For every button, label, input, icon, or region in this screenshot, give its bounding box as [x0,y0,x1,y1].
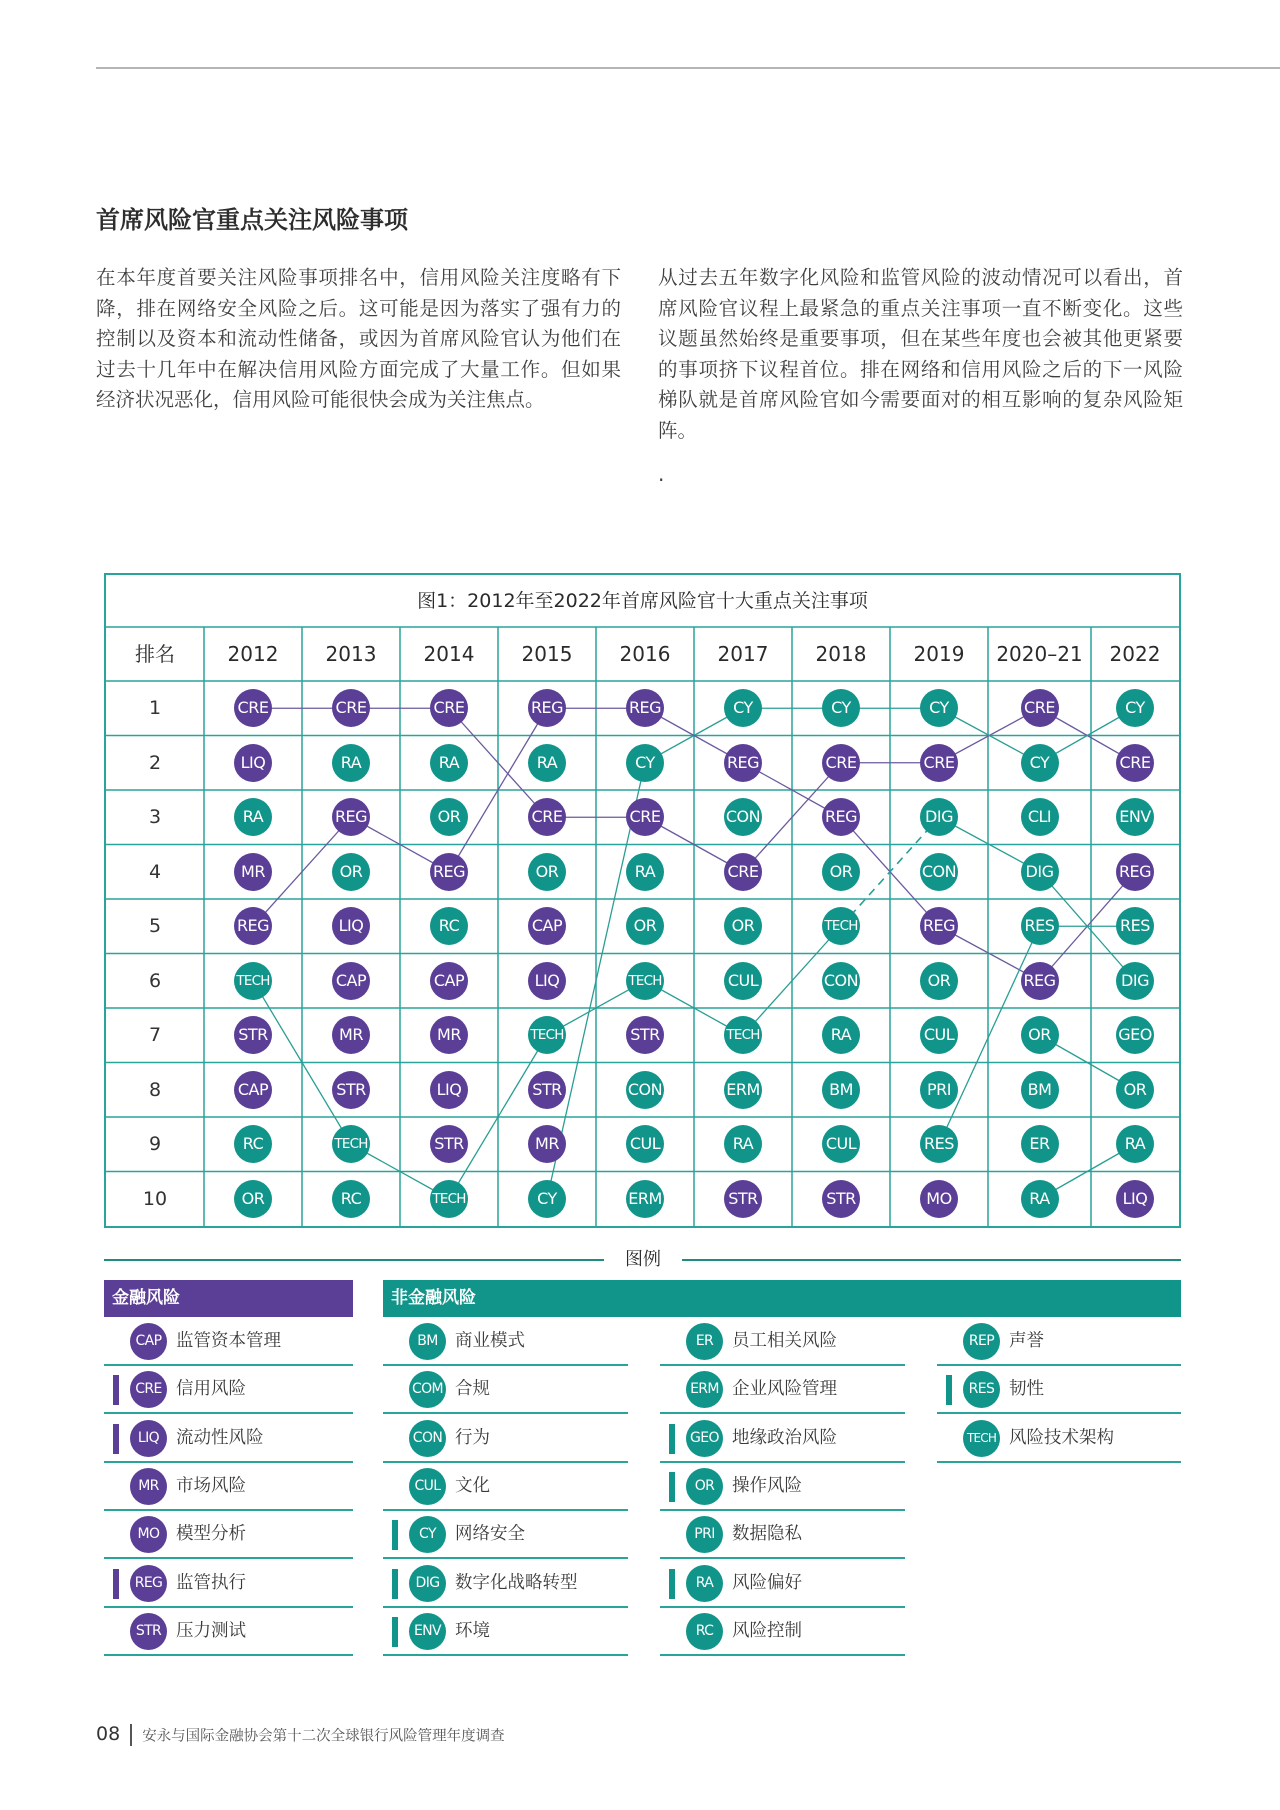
risk-bubble-cre: CRE [332,689,370,727]
legend-code-badge: RC [686,1613,723,1650]
risk-bubble-cre: CRE [626,798,664,836]
legend-code-badge: DIG [409,1565,446,1602]
risk-bubble-cul: CUL [626,1125,664,1163]
risk-bubble-str: STR [430,1125,468,1163]
risk-bubble-cap: CAP [430,962,468,1000]
legend-marker [669,1424,675,1454]
legend-code-badge: BM [409,1323,446,1360]
risk-bubble-str: STR [332,1071,370,1109]
rank-label: 1 [148,697,162,719]
risk-bubble-rc: RC [430,907,468,945]
risk-bubble-ra: RA [430,744,468,782]
risk-bubble-reg: REG [430,853,468,891]
risk-bubble-or: OR [528,853,566,891]
risk-bubble-or: OR [234,1180,272,1218]
risk-bubble-con: CON [822,962,860,1000]
risk-bubble-reg: REG [724,744,762,782]
legend-item-geo [660,1415,905,1463]
risk-bubble-erm: ERM [724,1071,762,1109]
risk-bubble-reg: REG [1021,962,1059,1000]
legend-code-badge: CRE [130,1371,167,1408]
legend-item-com [383,1366,628,1414]
risk-bubble-con: CON [920,853,958,891]
risk-bubble-str: STR [724,1180,762,1218]
risk-bubble-cy: CY [822,689,860,727]
risk-bubble-liq: LIQ [1116,1180,1154,1218]
risk-bubble-tech: TECH [724,1016,762,1054]
risk-bubble-reg: REG [332,798,370,836]
legend-title: 图例 [625,1249,661,1270]
legend-rule-left [104,1259,604,1261]
legend-code-badge: MR [130,1468,167,1505]
risk-bubble-bm: BM [822,1071,860,1109]
risk-bubble-rc: RC [234,1125,272,1163]
risk-bubble-con: CON [724,798,762,836]
section-title: 首席风险官重点关注风险事项 [96,206,408,234]
risk-bubble-er: ER [1021,1125,1059,1163]
paragraph-left: 在本年度首要关注风险事项排名中，信用风险关注度略有下降，排在网络安全风险之后。这可能是因为落实了强有力的控制以及资本和流动性储备，或因为首席风险官认为他们在过去十几年中在解决信用风险方面完成了大量工作。但如果经济状况恶化，信用风险可能很快会成为关注焦点。 [96,266,621,411]
risk-bubble-tech: TECH [332,1125,370,1163]
legend-item-erm [660,1366,905,1414]
legend-code-badge: ERM [686,1371,723,1408]
legend-label: 操作风险 [732,1475,802,1496]
legend-code-badge: TECH [963,1420,1000,1457]
risk-bubble-or: OR [920,962,958,1000]
risk-bubble-ra: RA [724,1125,762,1163]
risk-bubble-cy: CY [626,744,664,782]
legend-item-cy [383,1511,628,1559]
year-header: 2012 [227,642,279,666]
risk-bubble-ra: RA [528,744,566,782]
legend-label: 压力测试 [176,1620,246,1641]
risk-bubble-or: OR [822,853,860,891]
page-number: 08 [96,1723,121,1745]
risk-bubble-or: OR [332,853,370,891]
top-rule [96,67,1280,69]
risk-bubble-or: OR [430,798,468,836]
legend-code-badge: LIQ [130,1420,167,1457]
ranking-chart [104,573,1181,1228]
legend-code-badge: REG [130,1565,167,1602]
legend-code-badge: MO [130,1516,167,1553]
risk-bubble-cre: CRE [1116,744,1154,782]
risk-bubble-ra: RA [234,798,272,836]
risk-bubble-res: RES [1116,907,1154,945]
legend-label: 文化 [455,1475,490,1496]
rank-label: 2 [148,751,162,774]
year-header: 2016 [619,642,671,666]
legend-item-mo [104,1511,353,1559]
legend-nonfinancial-header: 非金融风险 [383,1280,1181,1317]
risk-bubble-rc: RC [332,1180,370,1218]
risk-bubble-or: OR [1021,1016,1059,1054]
legend-item-bm [383,1318,628,1366]
chart-title: 图1：2012年至2022年首席风险官十大重点关注事项 [417,590,868,612]
risk-bubble-cre: CRE [528,798,566,836]
legend-item-ra [660,1560,905,1608]
risk-bubble-liq: LIQ [528,962,566,1000]
risk-bubble-mr: MR [528,1125,566,1163]
legend-label: 韧性 [1009,1379,1044,1400]
legend-code-badge: CON [409,1420,446,1457]
legend-code-badge: ENV [409,1613,446,1650]
legend-label: 企业风险管理 [732,1379,837,1400]
legend-label: 地缘政治风险 [732,1427,837,1448]
risk-bubble-liq: LIQ [332,907,370,945]
risk-bubble-cy: CY [528,1180,566,1218]
rank-label: 7 [148,1024,162,1046]
risk-bubble-pri: PRI [920,1071,958,1109]
legend-code-badge: COM [409,1371,446,1408]
legend-item-dig [383,1560,628,1608]
legend-label: 监管资本管理 [176,1331,281,1351]
paragraph-right: 从过去五年数字化风险和监管风险的波动情况可以看出，首席风险官议程上最紧急的重点关注事项一直不断变化。这些议题虽然始终是重要事项，但在某些年度也会被其他更紧要的事项挤下议程首位。排在网络和信用风险之后的下一风险梯队就是首席风险官如今需要面对的相互影响的复杂风险矩阵。 [658,266,1183,442]
risk-bubble-con: CON [626,1071,664,1109]
risk-bubble-cre: CRE [724,853,762,891]
risk-bubble-erm: ERM [626,1180,664,1218]
year-header: 2017 [717,642,769,666]
legend-marker [669,1569,675,1599]
risk-bubble-reg: REG [528,689,566,727]
stray-dot: . [658,462,665,486]
risk-bubble-str: STR [822,1180,860,1218]
legend-code-badge: RA [686,1565,723,1602]
legend-code-badge: CY [409,1516,446,1553]
footer [96,1723,505,1746]
risk-bubble-str: STR [626,1016,664,1054]
risk-bubble-cap: CAP [234,1071,272,1109]
legend-code-badge: ER [686,1323,723,1360]
risk-bubble-dig: DIG [1116,962,1154,1000]
footer-divider [130,1724,132,1746]
risk-bubble-mr: MR [234,853,272,891]
risk-bubble-str: STR [528,1071,566,1109]
risk-bubble-cli: CLI [1021,798,1059,836]
legend-item-str [104,1608,353,1656]
rank-label: 6 [148,969,162,992]
legend-label: 行为 [455,1427,490,1448]
risk-bubble-tech: TECH [626,962,664,1000]
legend-marker [392,1569,398,1599]
risk-bubble-cul: CUL [920,1016,958,1054]
legend-item-cre [104,1366,353,1414]
year-header: 2020–21 [996,642,1083,666]
legend-code-badge: CUL [409,1468,446,1505]
legend-item-env [383,1608,628,1656]
legend-label: 数字化战略转型 [455,1572,578,1593]
risk-bubble-reg: REG [626,689,664,727]
legend-item-rc [660,1608,905,1656]
legend-marker [669,1472,675,1502]
legend-code-badge: OR [686,1468,723,1505]
rank-label: 10 [142,1187,168,1210]
risk-bubble-cap: CAP [528,907,566,945]
rank-header: 排名 [135,642,175,666]
year-header: 2014 [423,642,475,666]
legend-label: 风险技术架构 [1009,1427,1114,1448]
risk-bubble-tech: TECH [234,962,272,1000]
risk-bubble-ra: RA [822,1016,860,1054]
legend-label: 信用风险 [176,1379,246,1400]
risk-bubble-cul: CUL [724,962,762,1000]
legend-item-liq [104,1415,353,1463]
legend-code-badge: RES [963,1371,1000,1408]
risk-bubble-tech: TECH [528,1016,566,1054]
legend-label: 员工相关风险 [732,1331,837,1351]
risk-bubble-reg: REG [1116,853,1154,891]
risk-bubble-cy: CY [920,689,958,727]
legend-financial-header: 金融风险 [104,1280,353,1317]
risk-bubble-cre: CRE [1021,689,1059,727]
year-header: 2018 [815,642,867,666]
legend-label: 合规 [455,1379,490,1400]
legend-marker [113,1375,119,1405]
legend-code-badge: REP [963,1323,1000,1360]
risk-bubble-res: RES [920,1125,958,1163]
legend-item-cul [383,1463,628,1511]
risk-bubble-ra: RA [1116,1125,1154,1163]
legend-label: 商业模式 [455,1331,525,1351]
legend-marker [392,1617,398,1647]
risk-bubble-cy: CY [724,689,762,727]
legend-item-rep [937,1318,1181,1366]
risk-bubble-ra: RA [1021,1180,1059,1218]
legend-label: 风险控制 [732,1620,802,1641]
rank-label: 3 [148,806,162,828]
risk-bubble-liq: LIQ [430,1071,468,1109]
year-header: 2013 [325,642,377,666]
risk-bubble-cre: CRE [920,744,958,782]
legend-code-badge: PRI [686,1516,723,1553]
year-header: 2022 [1109,642,1161,666]
rank-label: 4 [148,860,162,883]
rank-label: 5 [148,915,162,937]
risk-bubble-res: RES [1021,907,1059,945]
risk-bubble-cre: CRE [234,689,272,727]
risk-bubble-reg: REG [234,907,272,945]
risk-bubble-liq: LIQ [234,744,272,782]
legend-item-reg [104,1560,353,1608]
legend-marker [113,1424,119,1454]
risk-bubble-tech: TECH [430,1180,468,1218]
risk-bubble-env: ENV [1116,798,1154,836]
risk-bubble-cre: CRE [822,744,860,782]
legend-item-res [937,1366,1181,1414]
risk-bubble-mr: MR [430,1016,468,1054]
legend-label: 环境 [455,1620,490,1641]
risk-bubble-mr: MR [332,1016,370,1054]
legend-marker [946,1375,952,1405]
legend-item-er [660,1318,905,1366]
legend-item-pri [660,1511,905,1559]
legend-code-badge: STR [130,1613,167,1650]
legend-marker [113,1569,119,1599]
risk-bubble-cul: CUL [822,1125,860,1163]
risk-bubble-ra: RA [332,744,370,782]
legend-label: 市场风险 [176,1475,246,1496]
risk-bubble-reg: REG [822,798,860,836]
risk-bubble-cy: CY [1116,689,1154,727]
legend-item-tech [937,1415,1181,1463]
risk-bubble-dig: DIG [1021,853,1059,891]
legend-rule-right [682,1259,1181,1261]
risk-bubble-reg: REG [920,907,958,945]
legend-label: 数据隐私 [732,1524,802,1545]
risk-bubble-or: OR [1116,1071,1154,1109]
risk-bubble-cy: CY [1021,744,1059,782]
legend-item-con [383,1415,628,1463]
year-header: 2015 [521,642,573,666]
legend-item-mr [104,1463,353,1511]
rank-label: 9 [148,1133,162,1155]
legend-code-badge: GEO [686,1420,723,1457]
risk-bubble-or: OR [626,907,664,945]
risk-bubble-mo: MO [920,1180,958,1218]
year-header: 2019 [913,642,965,666]
legend-label: 监管执行 [176,1572,246,1593]
risk-bubble-tech: TECH [822,907,860,945]
legend-code-badge: CAP [130,1323,167,1360]
risk-bubble-dig: DIG [920,798,958,836]
risk-bubble-or: OR [724,907,762,945]
risk-bubble-cap: CAP [332,962,370,1000]
legend-label: 流动性风险 [176,1427,264,1448]
risk-bubble-bm: BM [1021,1071,1059,1109]
rank-label: 8 [148,1078,162,1101]
legend-label: 声誉 [1009,1331,1044,1351]
legend-item-cap [104,1318,353,1366]
legend-label: 风险偏好 [732,1572,802,1593]
risk-bubble-str: STR [234,1016,272,1054]
legend-item-or [660,1463,905,1511]
risk-bubble-geo: GEO [1116,1016,1154,1054]
legend-marker [392,1520,398,1550]
legend-label: 模型分析 [176,1524,246,1545]
risk-bubble-ra: RA [626,853,664,891]
legend-label: 网络安全 [455,1524,525,1545]
risk-bubble-cre: CRE [430,689,468,727]
footer-source: 安永与国际金融协会第十二次全球银行风险管理年度调查 [142,1728,505,1745]
